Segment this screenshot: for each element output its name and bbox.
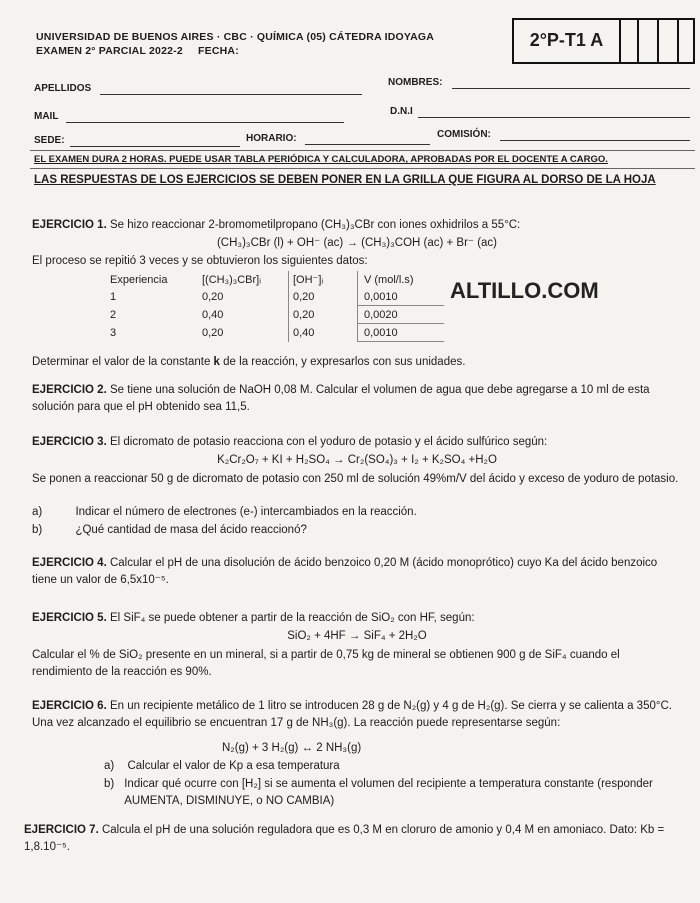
- exercise-7-label: EJERCICIO 7.: [24, 824, 99, 836]
- exercise-5-text: El SiF₄ se puede obtener a partir de la reacción de SiO₂ con HF, según:: [109, 612, 475, 624]
- item-b-label: b): [32, 524, 43, 536]
- exercise-7: [24, 822, 694, 856]
- mail-field[interactable]: [66, 122, 344, 123]
- exercise-5-text2: Calcular el % de SiO₂ presente en un mineral, si a partir de 0,75 kg de mineral se obtienen 900 g de SiF₄ cuando el rendimiento de la reacción es 90%.: [32, 649, 620, 678]
- exercise-2-text: Se tiene una solución de NaOH 0,08 M. Calcular el volumen de agua que debe agregarse a 10 ml de esta solución para que el pH obtenido sea 11,5.: [32, 384, 650, 413]
- item-a-text: Indicar el número de electrones (e-) intercambiados en la reacción.: [75, 506, 417, 518]
- exercise-4-label: EJERCICIO 4.: [32, 557, 107, 569]
- item-b-text: ¿Qué cantidad de masa del ácido reaccionó?: [75, 524, 307, 536]
- col-header: V (mol/l.s): [364, 273, 414, 286]
- university-header: UNIVERSIDAD DE BUENOS AIRES · CBC · QUÍMICA (05) CÁTEDRA IDOYAGA: [36, 31, 435, 43]
- exercise-1-equation: (CH₃)₃CBr (l) + OH⁻ (ac) → (CH₃)₃COH (ac) + Br⁻ (ac): [216, 237, 498, 249]
- exam-notice: EL EXAMEN DURA 2 HORAS. PUEDE USAR TABLA PERIÓDICA Y CALCULADORA, APROBADAS POR EL DOCENTE A CARGO.: [34, 154, 608, 165]
- question-post: de la reacción, y expresarlos con sus unidades.: [223, 356, 466, 368]
- exercise-6-item-b: [104, 776, 690, 810]
- grade-cell: [617, 18, 639, 64]
- sede-field[interactable]: [70, 146, 240, 147]
- exercise-5-label: EJERCICIO 5.: [32, 612, 107, 624]
- exercise-4: [32, 555, 682, 589]
- table-row: [110, 288, 444, 306]
- exercise-3-text: El dicromato de potasio reacciona con el yoduro de potasio y el ácido sulfúrico según:: [109, 436, 548, 448]
- nombres-field[interactable]: [452, 88, 690, 89]
- exercise-2-label: EJERCICIO 2.: [32, 384, 107, 396]
- item-a-text: Calcular el valor de Kp a esa temperatura: [127, 760, 340, 772]
- exercise-3-text2: Se ponen a reaccionar 50 g de dicromato de potasio con 250 ml de solución 49%m/V del ácido y exceso de yoduro de potasio.: [32, 473, 679, 485]
- exam-code-box: [512, 18, 621, 64]
- table-cell: 2: [110, 308, 117, 321]
- item-b-text: Indicar qué ocurre con [H₂] si se aumenta el volumen del recipiente a temperatura constante (responder AUMENTA, DISMINUYE, o NO CAMBIA): [124, 778, 653, 807]
- item-a-label: a): [104, 760, 115, 772]
- exam-name: EXAMEN 2° PARCIAL 2022-2: [36, 45, 183, 57]
- table-cell: 0,40: [202, 306, 289, 324]
- item-a-label: a): [32, 506, 43, 518]
- col-header: [OH⁻]ᵢ: [289, 271, 358, 288]
- exercise-6-equation: N₂(g) + 3 H₂(g) ↔ 2 NH₃(g): [222, 742, 362, 754]
- sede-label: SEDE:: [34, 135, 65, 146]
- date-label: FECHA:: [198, 45, 239, 57]
- table-cell: 0,40: [289, 324, 358, 342]
- table-cell: 0,0020: [358, 306, 445, 324]
- exercise-6-statement: [32, 698, 682, 732]
- comision-field[interactable]: [500, 140, 690, 141]
- item-b-label: b): [104, 778, 115, 790]
- table-cell: 0,20: [289, 288, 358, 306]
- exercise-1-question: [32, 354, 682, 371]
- exercise-1-process: El proceso se repitió 3 veces y se obtuvieron los siguientes datos:: [32, 255, 368, 267]
- table-cell: 0,0010: [358, 288, 445, 306]
- table-row: [110, 306, 444, 324]
- dni-field[interactable]: [418, 117, 690, 118]
- exam-code: 2°P-T1 A: [529, 30, 604, 50]
- table-row: [110, 324, 444, 342]
- apellidos-label: APELLIDOS: [34, 83, 92, 94]
- exercise-1-text: Se hizo reaccionar 2-bromometilpropano (CH₃)₃CBr con iones oxhidrilos a 55°C:: [109, 219, 521, 231]
- table-cell: 0,20: [202, 324, 289, 342]
- exercise-6-text: En un recipiente metálico de 1 litro se introducen 28 g de N₂(g) y 4 g de H₂(g). Se cierra y se calienta a 350°C. Una vez alcanzado el equilibrio se encuentran 17 g de NH₃(g). La reacción puede representarse según:: [32, 700, 672, 729]
- exercise-1-statement: [32, 217, 682, 234]
- exercise-7-text: Calcula el pH de una solución reguladora que es 0,3 M en cloruro de amonio y 0,4 M en amoniaco. Dato: Kb = 1,8.10⁻⁵.: [24, 824, 665, 853]
- grade-cell: [637, 18, 659, 64]
- exercise-3-item-a: [32, 504, 682, 521]
- answer-instruction: LAS RESPUESTAS DE LOS EJERCICIOS SE DEBEN PONER EN LA GRILLA QUE FIGURA AL DORSO DE LA HOJA: [34, 174, 656, 186]
- question-pre: Determinar el valor de la constante: [32, 356, 211, 368]
- grade-cell: [657, 18, 679, 64]
- table-cell: 1: [110, 290, 117, 303]
- watermark: ALTILLO.COM: [450, 278, 599, 303]
- exam-title: [36, 45, 239, 57]
- divider: [30, 168, 695, 169]
- horario-label: HORARIO:: [246, 133, 297, 144]
- exercise-1-label: EJERCICIO 1.: [32, 219, 107, 231]
- exercise-3-statement: [32, 434, 682, 451]
- horario-field[interactable]: [305, 144, 430, 145]
- apellidos-field[interactable]: [100, 94, 362, 95]
- dni-label: D.N.I: [390, 106, 413, 117]
- table-cell: 0,0010: [358, 324, 445, 342]
- exercise-4-text: Calcular el pH de una disolución de ácido benzoico 0,20 M (ácido monoprótico) cuyo Ka del ácido benzoico tiene un valor de 6,5x10⁻⁵.: [32, 557, 658, 586]
- table-header-row: [110, 271, 444, 288]
- col-header: [(CH₃)₃CBr]ᵢ: [202, 271, 289, 288]
- exercise-2: [32, 382, 682, 416]
- exercise-5-statement: [32, 610, 682, 627]
- data-table: [110, 271, 444, 342]
- exercise-3-item-b: [32, 522, 682, 539]
- divider: [30, 150, 695, 151]
- grade-cell: [677, 18, 695, 64]
- table-cell: 0,20: [202, 288, 289, 306]
- nombres-label: NOMBRES:: [388, 77, 443, 88]
- exercise-6-label: EJERCICIO 6.: [32, 700, 107, 712]
- question-k: k: [213, 356, 220, 368]
- comision-label: COMISIÓN:: [437, 129, 491, 140]
- exercise-3-label: EJERCICIO 3.: [32, 436, 107, 448]
- mail-label: MAIL: [34, 111, 59, 122]
- table-cell: 3: [110, 326, 117, 339]
- exercise-3-equation: K₂Cr₂O₇ + KI + H₂SO₄ → Cr₂(SO₄)₃ + I₂ + K₂SO₄ +H₂O: [217, 454, 497, 466]
- col-header: Experiencia: [110, 273, 168, 286]
- table-cell: 0,20: [289, 306, 358, 324]
- exercise-5-equation: SiO₂ + 4HF → SiF₄ + 2H₂O: [287, 630, 427, 642]
- exercise-6-item-a: [104, 758, 684, 775]
